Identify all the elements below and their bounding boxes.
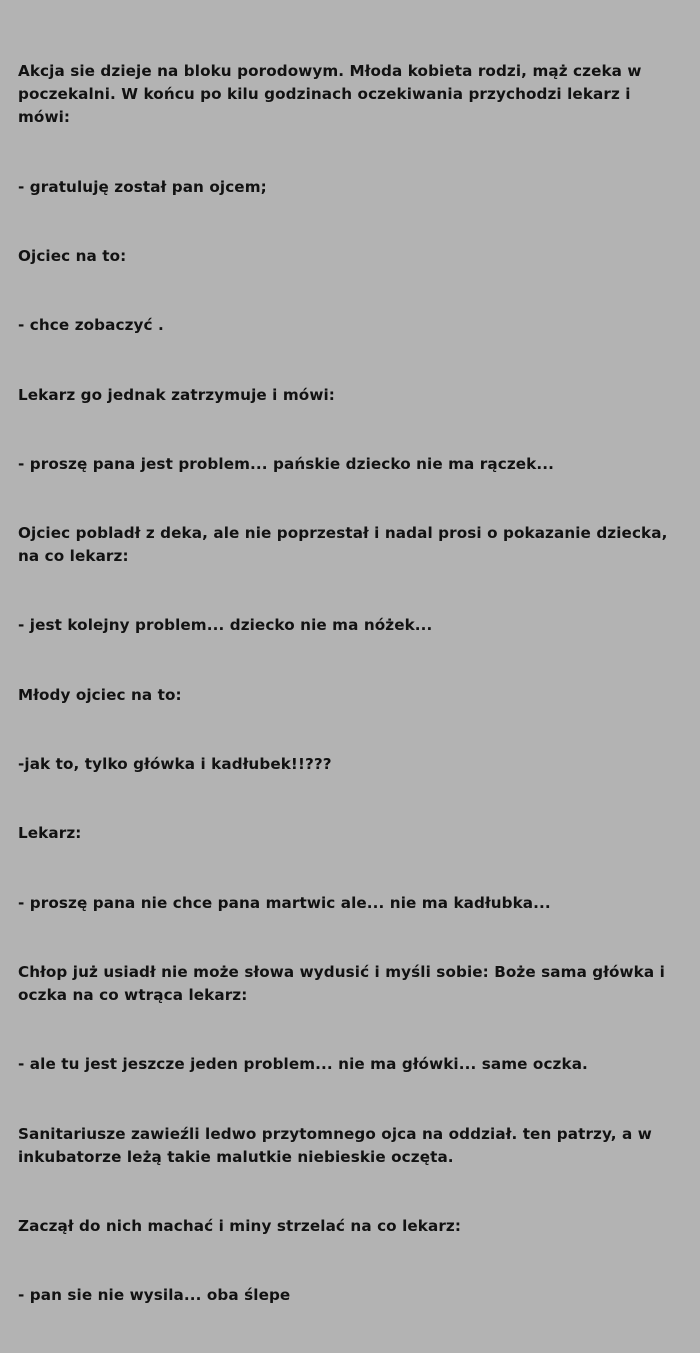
joke-line: Akcja sie dzieje na bloku porodowym. Młoda kobieta rodzi, mąż czeka w poczekalni. W końcu po kilu godzinach oczekiwania przychodzi lekarz i mówi: [18, 62, 647, 127]
joke-line: Zaczął do nich machać i miny strzelać na co lekarz: [18, 1216, 462, 1235]
joke-line: Lekarz: [18, 824, 82, 843]
joke-line: - ale tu jest jeszcze jeden problem... nie ma główki... same oczka. [18, 1055, 588, 1074]
joke-line: - pan sie nie wysila... oba ślepe [18, 1286, 291, 1305]
joke-line: Ojciec pobladł z deka, ale nie poprzestał i nadal prosi o pokazanie dziecka, na co lekarz: [18, 524, 673, 566]
joke-line: - chce zobaczyć . [18, 316, 164, 335]
joke-line: -jak to, tylko główka i kadłubek!!??? [18, 755, 332, 773]
joke-line: Sanitariusze zawieźli ledwo przytomnego ojca na oddział. ten patrzy, a w inkubatorze leżą takie malutkie niebieskie oczęta. [18, 1124, 658, 1166]
joke-line: - proszę pana nie chce pana martwic ale... nie ma kadłubka... [18, 893, 551, 912]
joke-text-body [18, 14, 682, 1353]
joke-line: - jest kolejny problem... dziecko nie ma nóżek... [18, 616, 433, 635]
joke-line: Chłop już usiadł nie może słowa wydusić i myśli sobie: Boże sama główka i oczka na co wtrąca lekarz: [18, 962, 671, 1004]
joke-line: Młody ojciec na to: [18, 685, 182, 704]
joke-line: - proszę pana jest problem... pańskie dziecko nie ma rączek... [18, 454, 554, 473]
joke-line: - gratuluję został pan ojcem; [18, 177, 267, 196]
joke-line: Lekarz go jednak zatrzymuje i mówi: [18, 385, 335, 404]
joke-line: Ojciec na to: [18, 246, 127, 265]
